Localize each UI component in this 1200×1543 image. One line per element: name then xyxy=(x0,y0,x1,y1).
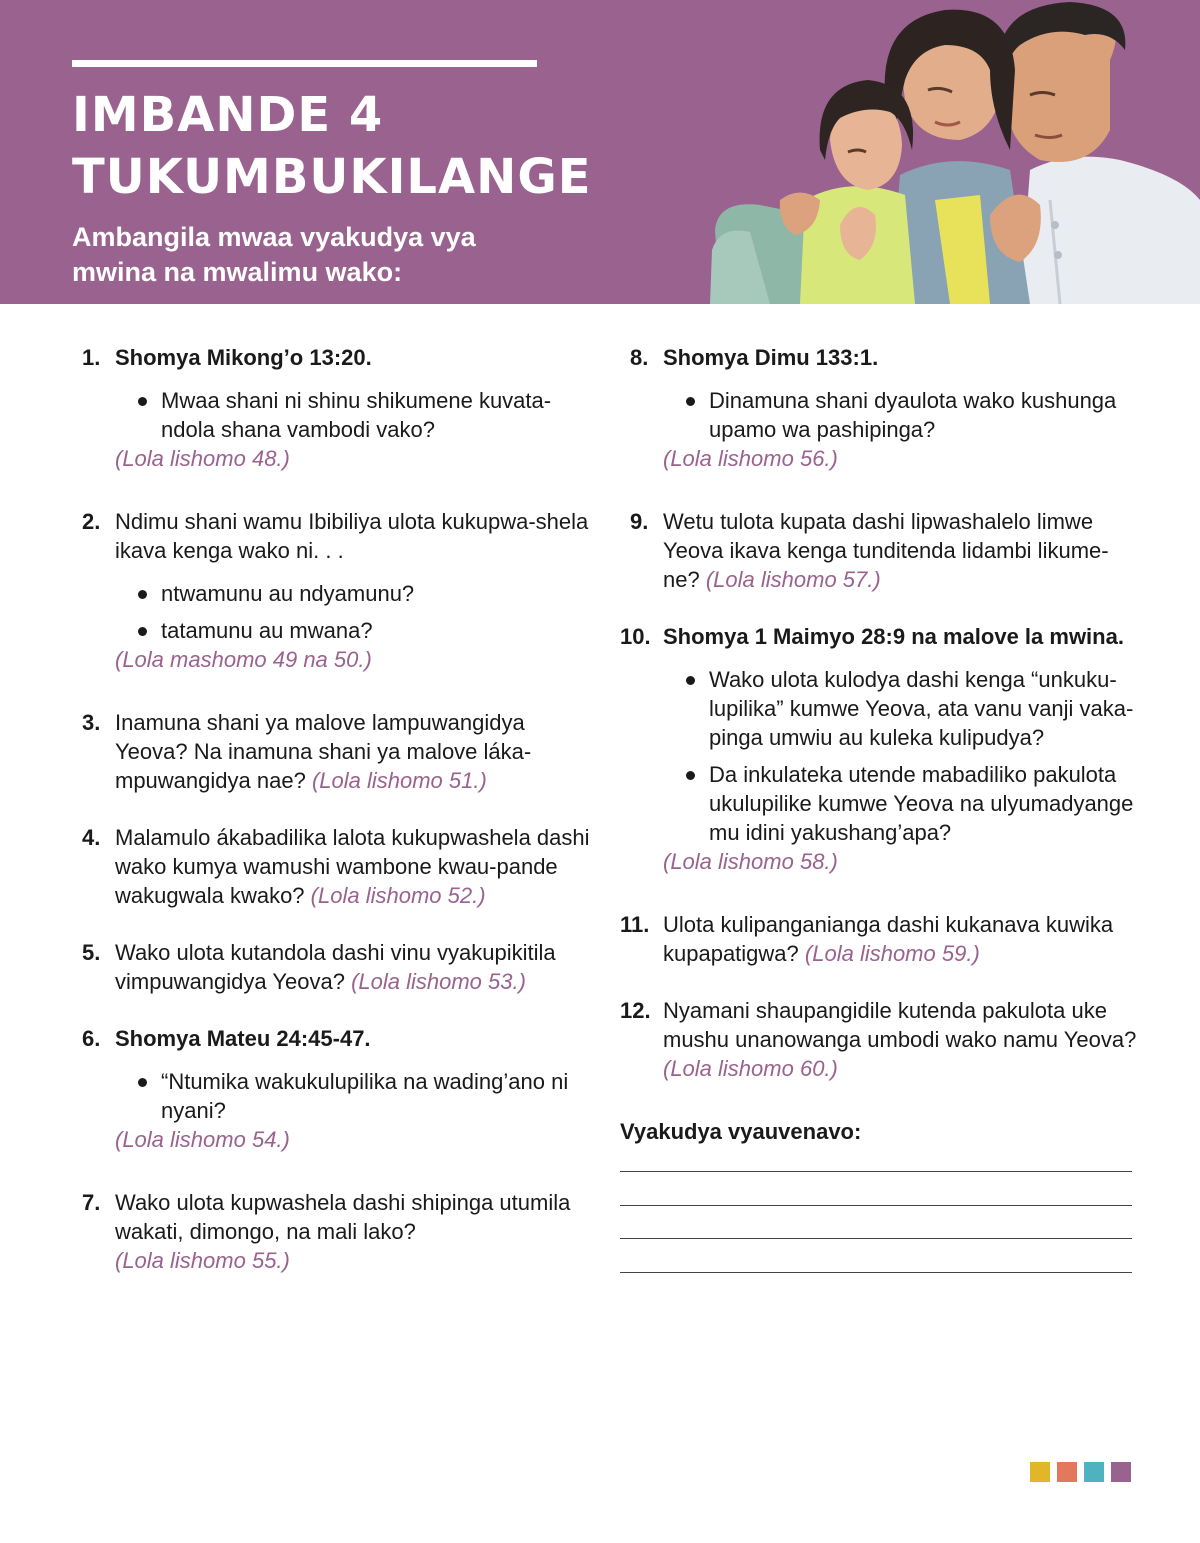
bullet-item: ntwamunu au ndyamunu? xyxy=(138,579,592,608)
subtitle-line-2: mwina na mwalimu wako: xyxy=(72,257,403,287)
question-number: 12. xyxy=(620,998,651,1023)
question-number: 5. xyxy=(82,940,101,965)
question-number: 8. xyxy=(630,345,649,370)
question-3 xyxy=(82,708,592,795)
question-text: Malamulo ákabadilika lalota kukupwashela dashi wako kumya wamushi wambone kwau-pande wakugwala kwako? xyxy=(115,825,590,908)
question-text: Ndimu shani wamu Ibibiliya ulota kukupwa-shela ikava kenga wako ni. . . xyxy=(115,509,589,563)
questions-left-column xyxy=(82,343,592,1275)
bullet-item: Mwaa shani ni shinu shikumene kuvata-ndola shana vambodi vako? xyxy=(138,386,592,444)
question-number: 1. xyxy=(82,345,101,370)
question-number: 2. xyxy=(82,509,101,534)
lesson-reference: (Lola lishomo 58.) xyxy=(663,849,838,874)
question-5 xyxy=(82,938,592,996)
lesson-reference: (Lola lishomo 54.) xyxy=(115,1127,290,1152)
subtitle-line-1: Ambangila mwaa vyakudya vya xyxy=(72,222,476,252)
lesson-reference: (Lola lishomo 60.) xyxy=(663,1056,838,1081)
question-text: Shomya Mateu 24:45-47. xyxy=(115,1026,371,1051)
teal-square xyxy=(1084,1462,1104,1482)
bullet-list xyxy=(663,665,1140,847)
question-7 xyxy=(82,1188,592,1275)
question-1 xyxy=(82,343,592,473)
bullet-list xyxy=(663,386,1140,444)
question-text: Shomya 1 Maimyo 28:9 na malove la mwina. xyxy=(663,624,1124,649)
question-text: Wako ulota kutandola dashi vinu vyakupikitila vimpuwangidya Yeova? xyxy=(115,940,556,994)
question-number: 7. xyxy=(82,1190,101,1215)
question-text: Nyamani shaupangidile kutenda pakulota uke mushu unanowanga umbodi wako namu Yeova? xyxy=(663,998,1137,1052)
lesson-reference: (Lola lishomo 57.) xyxy=(705,567,881,592)
bullet-item: “Ntumika wakukulupilika na wading’ano ni nyani? xyxy=(138,1067,592,1125)
question-8 xyxy=(620,343,1140,473)
header-rule xyxy=(72,60,537,67)
note-line[interactable] xyxy=(620,1238,1132,1239)
questions-right-column xyxy=(620,343,1140,1146)
question-number: 10. xyxy=(620,624,651,649)
lesson-reference: (Lola lishomo 53.) xyxy=(351,969,526,994)
orange-square xyxy=(1057,1462,1077,1482)
question-number: 11. xyxy=(620,912,650,937)
question-number: 4. xyxy=(82,825,101,850)
notes-title: Vyakudya vyauvenavo: xyxy=(620,1119,862,1144)
page-header xyxy=(0,0,1200,304)
question-text: Shomya Mikong’o 13:20. xyxy=(115,345,372,370)
lesson-reference: (Lola lishomo 55.) xyxy=(115,1248,290,1273)
lesson-reference: (Lola lishomo 48.) xyxy=(115,446,290,471)
notes-section xyxy=(620,1117,1140,1146)
family-praying-illustration xyxy=(690,0,1200,304)
title-line-2: TUKUMBUKILANGE xyxy=(72,149,592,205)
question-12 xyxy=(620,996,1140,1083)
question-9 xyxy=(620,507,1140,594)
page-title xyxy=(72,84,592,208)
bullet-list xyxy=(115,386,592,444)
question-6 xyxy=(82,1024,592,1154)
bullet-item: tatamunu au mwana? xyxy=(138,616,592,645)
question-10 xyxy=(620,622,1140,876)
bullet-list xyxy=(115,579,592,645)
color-squares xyxy=(1030,1462,1131,1482)
question-number: 3. xyxy=(82,710,101,735)
question-text: Ulota kulipanganianga dashi kukanava kuwika kupapatigwa? xyxy=(663,912,1114,966)
question-number: 6. xyxy=(82,1026,101,1051)
note-line[interactable] xyxy=(620,1205,1132,1206)
note-line[interactable] xyxy=(620,1171,1132,1172)
yellow-square xyxy=(1030,1462,1050,1482)
bullet-list xyxy=(115,1067,592,1125)
question-4 xyxy=(82,823,592,910)
page-subtitle xyxy=(72,220,512,290)
question-number: 9. xyxy=(630,509,649,534)
bullet-item: Dinamuna shani dyaulota wako kushunga upamo wa pashipinga? xyxy=(686,386,1140,444)
lesson-reference: (Lola lishomo 51.) xyxy=(311,768,487,793)
lesson-reference: (Lola lishomo 56.) xyxy=(663,446,838,471)
question-text: Shomya Dimu 133:1. xyxy=(663,345,879,370)
lesson-reference: (Lola mashomo 49 na 50.) xyxy=(115,647,372,672)
purple-square xyxy=(1111,1462,1131,1482)
question-text: Wako ulota kupwashela dashi shipinga utumila wakati, dimongo, na mali lako? xyxy=(115,1190,571,1244)
question-text: Wetu tulota kupata dashi lipwashalelo limwe Yeova ikava kenga tunditenda lidambi likume-ne? xyxy=(663,509,1109,592)
question-2 xyxy=(82,507,592,674)
bullet-item: Wako ulota kulodya dashi kenga “unkuku-lupilika” kumwe Yeova, ata vanu vanji vaka-pinga umwiu au kuleka kulipudya? xyxy=(686,665,1140,752)
question-11 xyxy=(620,910,1140,968)
bullet-item: Da inkulateka utende mabadiliko pakulota ukulupilike kumwe Yeova na ulyumadyange mu idini yakushang’apa? xyxy=(686,760,1140,847)
title-line-1: IMBANDE 4 xyxy=(72,87,384,143)
note-line[interactable] xyxy=(620,1272,1132,1273)
lesson-reference: (Lola lishomo 59.) xyxy=(804,941,980,966)
lesson-reference: (Lola lishomo 52.) xyxy=(310,883,486,908)
question-text: Inamuna shani ya malove lampuwangidya Yeova? Na inamuna shani ya malove láka-mpuwangidya nae? xyxy=(115,710,532,793)
